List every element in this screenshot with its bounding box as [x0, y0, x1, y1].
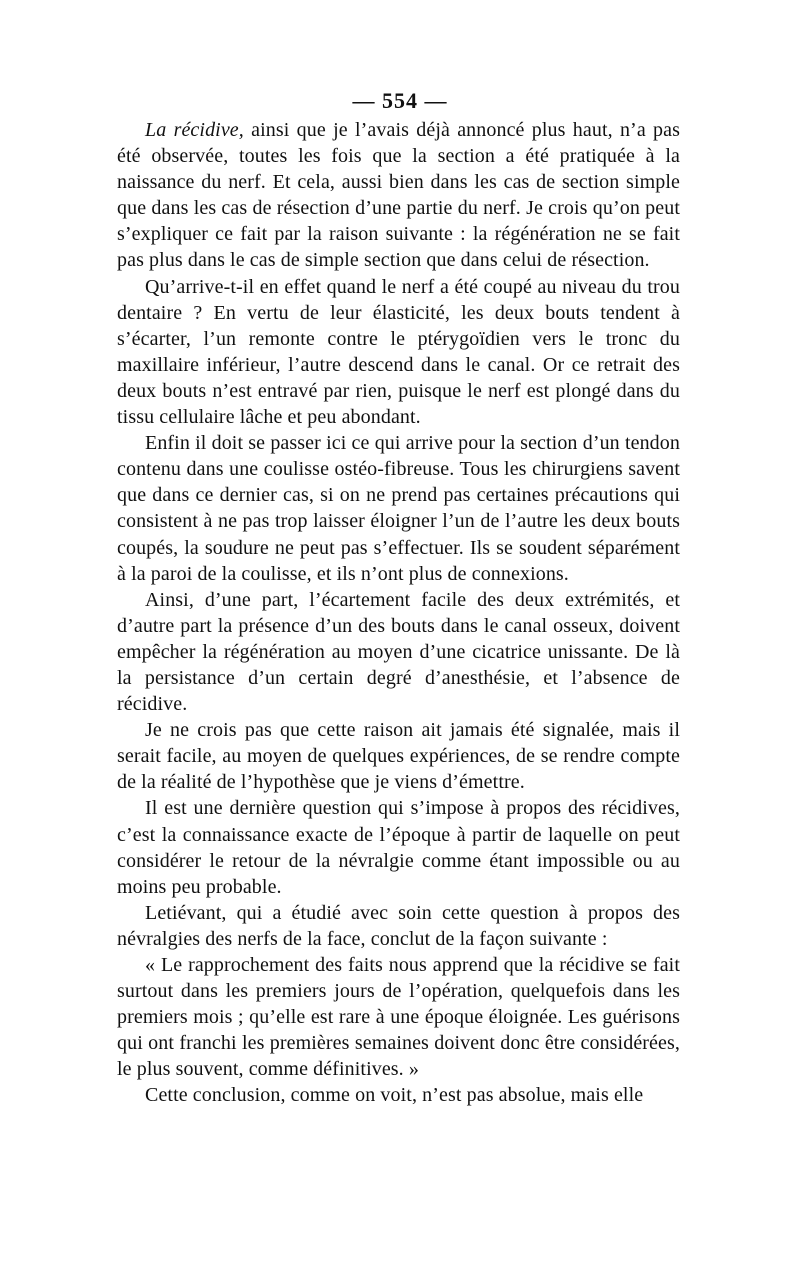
paragraph-4: Ainsi, d’une part, l’écartement facile des deux extrémités, et d’autre part la présence d’un des bouts dans le canal osseux, doivent empêcher la régénération au moyen d’une cicatrice unissante. De là la persistance d’un certain degré d’anesthésie, et l’absence de récidive. — [117, 588, 680, 716]
paragraph-1 — [117, 117, 680, 274]
paragraph-9: Cette conclusion, comme on voit, n’est pas absolue, mais elle — [145, 1084, 644, 1107]
italic-term: La récidive, — [145, 119, 244, 141]
paragraph-5: Je ne crois pas que cette raison ait jamais été signalée, mais il serait facile, au moyen de quelques expériences, de se rendre compte de la réalité de l’hypothèse que je viens d’émettre. — [117, 719, 680, 794]
body-text — [117, 117, 680, 1109]
page-number: — 554 — — [352, 88, 448, 113]
quotation-paragraph: « Le rapprochement des faits nous apprend que la récidive se fait surtout dans les premiers jours de l’opération, quelquefois dans les premiers mois ; qu’elle est rare à une époque éloignée. Les guérisons qui ont franchi les premières semaines doivent donc être considérées, le plus souvent, comme définitives. » — [117, 954, 680, 1081]
paragraph-7: Letiévant, qui a étudié avec soin cette question à propos des névralgies des nerfs de la face, conclut de la façon suivante : — [117, 901, 680, 950]
paragraph-6: Il est une dernière question qui s’impose à propos des récidives, c’est la connaissance exacte de l’époque à partir de laquelle on peut considérer le retour de la névralgie comme étant impossible ou au moins peu probable. — [117, 797, 680, 898]
paragraph-2: Qu’arrive-t-il en effet quand le nerf a été coupé au niveau du trou dentaire ? En vertu de leur élasticité, les deux bouts tendent à s’écarter, l’un remonte contre le ptérygoïdien vers le tronc du maxillaire inférieur, l’autre descend dans le canal. Or ce retrait des deux bouts n’est entravé par rien, puisque le nerf est plongé dans du tissu cellulaire lâche et peu abondant. — [117, 275, 680, 429]
paragraph-3: Enfin il doit se passer ici ce qui arrive pour la section d’un tendon contenu dans une coulisse ostéo-fibreuse. Tous les chirurgiens savent que dans ce dernier cas, si on ne prend pas certaines précautions qui consistent à ne pas trop laisser éloigner l’un de l’autre les deux bouts coupés, la soudure ne peut pas s’effectuer. Ils se soudent séparément à la paroi de la coulisse, et ils n’ont plus de connexions. — [117, 432, 680, 585]
paragraph-1-text: ainsi que je l’avais déjà annoncé plus haut, n’a pas été observée, toutes les fois que la section a été pratiquée à la naissance du nerf. Et cela, aussi bien dans les cas de section simple que dans les cas de résection d’une partie du nerf. Je crois qu’on peut s’expliquer ce fait par la raison suivante : la régénération ne se fait pas plus dans le cas de simple section que dans celui de résection. — [117, 119, 681, 272]
